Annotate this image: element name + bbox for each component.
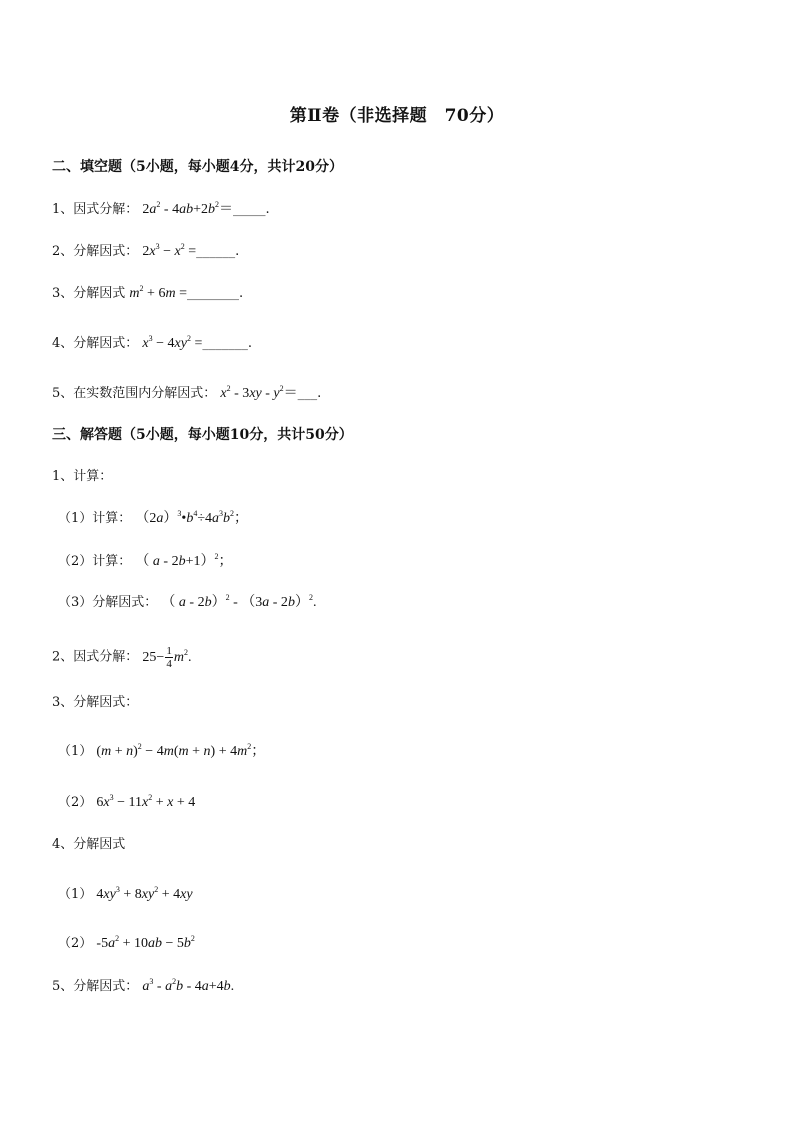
math-expression: $(m + n)^2 - 4m(m + n) + 4m^2$； xyxy=(96,742,266,759)
part-label: （2） xyxy=(58,795,93,810)
question-2: 2、分解因式： $2x^3 - x^2$ =______. xyxy=(52,242,240,259)
part-label: （2）计算： xyxy=(58,554,132,569)
answer-blank: ______ xyxy=(196,244,236,259)
problem-1-part-3 xyxy=(58,593,317,610)
section-heading-fill-in: 二、填空题（5小题，每小题4分，共计20分） xyxy=(52,159,343,175)
section-heading-solutions: 三、解答题（5小题，每小题10分，共计50分） xyxy=(52,427,353,443)
math-expression: $a^3 - a^2b - 4a+4b$. xyxy=(142,977,235,994)
answer-blank: ________ xyxy=(186,286,239,301)
problem-3: 3、分解因式： xyxy=(52,695,139,710)
math-expression: $2x^3 - x^2$ = xyxy=(142,242,197,259)
math-expression: （ a - 2b）$^2$ - （3a - 2b）$^2$. xyxy=(161,593,317,610)
question-label: 2、分解因式： xyxy=(52,244,139,259)
math-expression: $6x^3 - 11x^2 + x + 4$ xyxy=(96,793,196,810)
question-label: 1、因式分解： xyxy=(52,202,139,217)
question-label: 3、分解因式 xyxy=(52,286,126,301)
problem-label: 2、因式分解： xyxy=(52,649,139,665)
fraction: $\frac{1}{4}$ xyxy=(166,645,172,670)
problem-4-part-1 xyxy=(58,885,193,902)
math-expression: $-5a^2 + 10ab - 5b^2$ xyxy=(96,934,195,951)
math-expression: 25− $\frac{1}{4}$ $m^2$. xyxy=(142,645,192,670)
question-3: 3、分解因式 $m^2 + 6m$ =________. xyxy=(52,284,244,301)
question-label: 5、在实数范围内分解因式： xyxy=(52,386,217,401)
math-expression: $m^2 + 6m$ = xyxy=(129,284,187,301)
problem-5 xyxy=(52,977,235,994)
answer-blank: ___ xyxy=(297,386,318,401)
math-expression: $2a^2 - 4ab+2b^2=$ xyxy=(142,200,233,217)
part-label: （1）计算： xyxy=(58,511,132,526)
part-label: （1） xyxy=(58,744,93,759)
question-1: 1、因式分解： $2a^2$ - $4ab+2b^2=\_\_\_\_\_$. xyxy=(52,200,270,217)
problem-1: 1、计算： xyxy=(52,469,113,484)
problem-4: 4、分解因式 xyxy=(52,837,126,852)
problem-1-part-1 xyxy=(58,509,249,526)
problem-3-part-1 xyxy=(58,742,266,759)
answer-blank: _____ xyxy=(233,202,266,217)
page-title: 第Ⅱ卷（非选择题 70分） xyxy=(289,106,505,126)
part-label: （3）分解因式： xyxy=(58,595,158,610)
problem-2 xyxy=(52,645,191,670)
question-5: 5、在实数范围内分解因式： $x^2 - 3xy$ - $y^2=\_\_\_$. xyxy=(52,384,322,401)
math-expression: （ a - 2b+1）$^2$； xyxy=(135,552,233,569)
problem-1-part-2 xyxy=(58,552,233,569)
part-label: （1） xyxy=(58,887,93,902)
part-label: （2） xyxy=(58,936,93,951)
problem-4-part-2 xyxy=(58,934,195,951)
question-4: 4、分解因式： $x^3 - 4xy^2$ =_______. xyxy=(52,334,253,351)
problem-3-part-2 xyxy=(58,793,196,810)
math-expression: $4xy^3 + 8xy^2 + 4xy$ xyxy=(96,885,193,902)
math-expression: $(2a)^3•b^4\div 4a^3b^2$； xyxy=(135,509,249,526)
problem-label: 5、分解因式： xyxy=(52,979,139,994)
answer-blank: _______ xyxy=(202,336,248,351)
question-label: 4、分解因式： xyxy=(52,336,139,351)
math-expression: $x^3 - 4xy^2$ = xyxy=(142,334,203,351)
math-expression: $x^2 - 3xy - y^2=$ xyxy=(220,384,298,401)
